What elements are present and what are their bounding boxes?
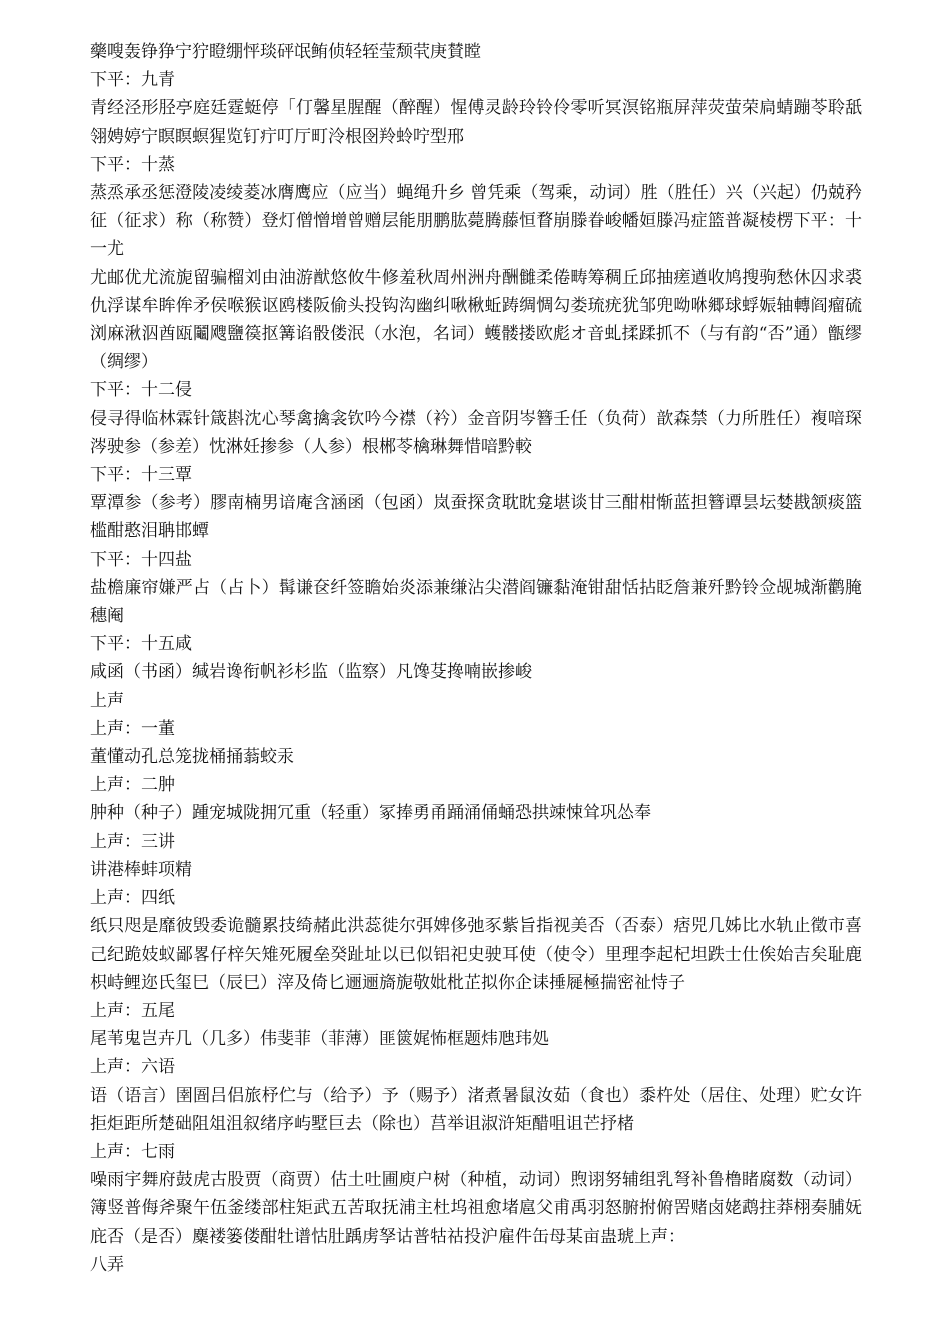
section-heading: 上声：四纸 [90,888,175,909]
document-page [90,38,862,1279]
section-heading: 下平：十三覃 [90,465,192,486]
section-heading: 下平：十五咸 [90,634,192,655]
text-line: 咸函（书函）缄岩谗衔帆衫杉监（监察）凡馋芟搀喃嵌掺峻 [90,662,532,683]
text-line: 纸只咫是靡彼毁委诡髓累技绮赭此洪蕊徙尔弭婢侈弛豕紫旨指视美否（否泰）痞兕几姊比水轨止徵市喜己纪跪妓蚁鄙畧仔梓矢雉死履垒癸趾址以已似铝祀史驶耳使（使令）里理李起杞坦跌士仕俟始吉矣耻鹿枳峙鲤迩氏玺巳（辰巳）滓及倚匕逦逦旖旎敬妣枇芷拟你企诔捶屣極揣密祉恃子 [90,916,862,993]
text-line: 语（语言）圉圄吕侣旅杼伫与（给予）予（赐予）渚煮暑鼠汝茹（食也）黍杵处（居住、处理）贮女许拒炬距所楚础阻俎沮叙绪序屿墅巨去（除也）莒举诅淑浒矩醋咀诅芒抒楮 [90,1085,862,1134]
text-line: 蒸烝承丞惩澄陵凌绫菱冰膺鹰应（应当）蝇绳升乡 曾凭乘（驾乘，动词）胜（胜任）兴（兴起）仍兢矜征（征求）称（称赞）登灯僧憎增曾赠层能朋鹏肱薨腾藤恒瞀崩滕眷峻幡姮滕冯症篮普凝棱楞下平：十一尤 [90,183,862,260]
section-heading: 上声 [90,690,124,711]
text-line: 藥嗖轰铮狰宁狞瞪绷怦琰砰氓鲔侦轻轾莹颓茕庚賛瞠 [90,42,481,62]
section-heading: 上声：三讲 [90,831,175,852]
text-line: 盐檐廉帘嫌严占（占卜）髯谦奁纤签瞻始炎添兼缣沾尖潜阎镰黏淹钳甜恬拈眨詹兼歼黔铃佥觇城渐鹳腌穗阉 [90,577,862,627]
section-heading: 上声：六语 [90,1057,175,1078]
text-line: 覃潭参（参考）膠南楠男谙庵含涵函（包函）岚蚕探贪耽眈龛堪谈甘三酣柑惭蓝担簪谭昙坛婪戡颔痰篮槛酣憨泪聃邯蟫 [90,493,862,542]
section-heading: 上声：一董 [90,718,175,739]
text-line: 噪雨宇舞府鼓虎古股贾（商贾）估土吐圃庾户树（种植，动词）煦诩努辅组乳弩补鲁橹睹腐数（动词）簿竖普侮斧聚午伍釜缕部柱矩武五苦取抚浦主杜坞祖愈堵扈父甫禹羽怒腑拊俯罟赌卤姥鹉拄莽栩奏脯妩庇否（是否）麋褛篓偻酣牡谱怙肚踽虏孥诂普牯祜投沪雇件缶母某亩蛊琥上声： [90,1170,862,1247]
section-heading: 上声：五尾 [90,1000,175,1021]
text-line: 侵寻得临林霖针箴斟沈心琴禽擒衾钦吟今襟（衿）金音阴岑簪壬任（负荷）歆森禁（力所胜任）複喑琛涔驶参（参差）忱淋妊掺参（人参）根郴苓檎琳舞惜喑黔較 [90,408,862,457]
section-heading: 下平：十蒸 [90,154,175,175]
section-heading: 下平：十四盐 [90,549,192,570]
section-heading: 下平：九青 [90,70,175,91]
text-line: 尤邮优尤流旎留骗榴刘由油游猷悠攸牛修羞秋周州洲舟酬雠柔倦畴筹稠丘邱抽瘥遒收鸠搜驹愁休囚求裘仇浮谋牟眸侔矛侯喉猴讴鸥楼阪偷头投钩沟幽纠啾楸蚯踌绸惆勾娄琉疣犹邹兜呦咻郷球蜉娠轴轉阎瘤硫浏麻湫泅酋瓯鬮飕鹽篌抠篝谄骰偻泯（水泡，名词）蠖髅搂欧彪オ音虬揉蹂抓不（与有韵“否”通）甑缪（绸缪） [90,267,862,373]
text-line: 青经泾形胫亭庭廷霆蜓停「仃馨星腥醒（醉醒）惺傅灵龄玲铃伶零听冥溟铭瓶屏萍荧萤荣扃蜻蹦苓聆舐翎娉婷宁瞑瞑螟猩览钉疔叮厅町泠根囹羚蛉咛型邢 [90,98,862,147]
text-line: 尾苇鬼岂卉几（几多）伟斐菲（菲薄）匪篋娓怖框题炜虺玮処 [90,1029,549,1050]
section-heading: 上声：二肿 [90,775,175,796]
section-heading: 八弄 [90,1254,124,1275]
text-line: 董懂动孔总笼拢桶捅蓊蛟汞 [90,747,294,768]
text-line: 肿种（种子）踵宠城陇拥冗重（轻重）冢捧勇甬踊涌俑蛹恐拱竦悚耸巩怂奉 [90,803,651,824]
text-line: 讲港棒蚌项精 [90,859,192,880]
section-heading: 上声：七雨 [90,1141,175,1162]
section-heading: 下平：十二侵 [90,380,192,401]
